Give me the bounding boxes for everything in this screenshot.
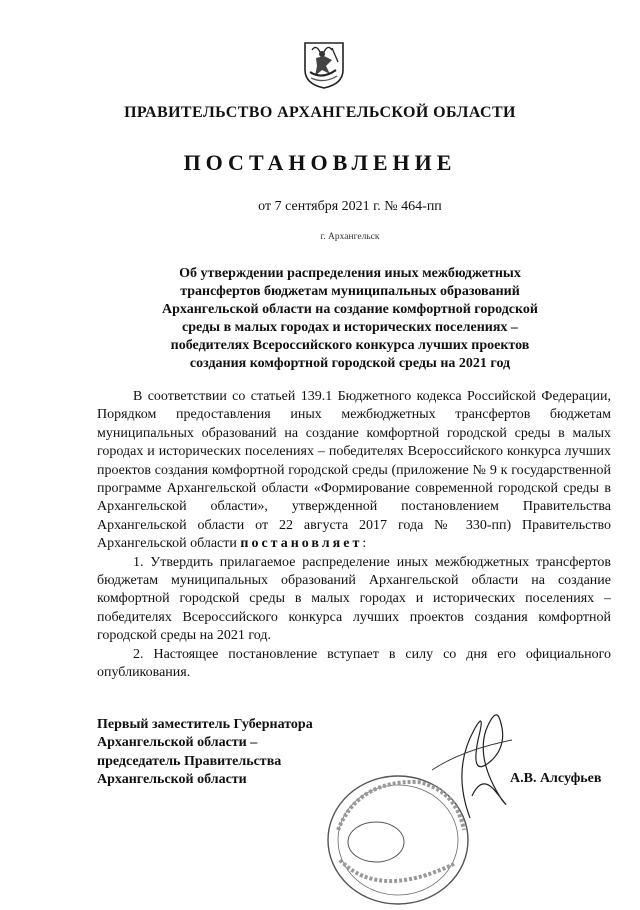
title-line: среды в малых городах и исторических поселениях – bbox=[182, 320, 518, 335]
position-line: Архангельской области – bbox=[97, 735, 258, 751]
preamble-text: В соответствии со статьей 139.1 Бюджетного кодекса Российской Федерации, Порядком предоставления иных межбюджетных трансфертов бюджетам муниципальных образований на создание комфортной городской среды в малых городах и исторических поселениях – победителях Всероссийского конкурса лучших проектов создания комфортной городской среды (приложение № 9 к государственной программе Архангельской области «Формирование современной городской среды в Архангельской области», утвержденной постановлением Правительства Архангельской области от 22 августа 2017 года № 330-пп) Правительство Архангельской области bbox=[97, 389, 611, 552]
title-line: создания комфортной городской среды на 2021 год bbox=[189, 356, 511, 371]
decree-colon: : bbox=[362, 536, 367, 552]
decree-word: постановляет bbox=[240, 536, 363, 552]
position-line: председатель Правительства bbox=[97, 753, 282, 769]
position-line: Первый заместитель Губернатора bbox=[97, 717, 313, 732]
title-line: победителях Всероссийского конкурса лучших проектов bbox=[170, 338, 530, 353]
document-body bbox=[97, 388, 611, 683]
decree-item-1: 1. Утвердить прилагаемое распределение иных межбюджетных трансфертов бюджетам муниципальных образований Архангельской области на создание комфортной городской среды в малых городах и исторических поселениях – победителях Всероссийского конкурса лучших проектов создания комфортной городской среды на 2021 год. bbox=[97, 554, 611, 644]
title-line: трансфертов бюджетам муниципальных образований bbox=[180, 284, 520, 299]
document-type-heading: ПОСТАНОВЛЕНИЕ bbox=[183, 150, 457, 175]
coat-of-arms-emblem bbox=[302, 40, 346, 90]
title-line: Об утверждении распределения иных межбюджетных bbox=[179, 266, 521, 281]
document-title bbox=[110, 265, 590, 373]
arkhangelsk-coat-of-arms-icon bbox=[302, 40, 346, 90]
signer-name: А.В. Алсуфьев bbox=[510, 771, 602, 786]
title-line: Архангельской области на создание комфортной городской bbox=[162, 302, 538, 317]
decree-item-2: 2. Настоящее постановление вступает в силу со дня его официального опубликования. bbox=[97, 646, 611, 681]
government-name: ПРАВИТЕЛЬСТВО АРХАНГЕЛЬСКОЙ ОБЛАСТИ bbox=[124, 104, 516, 121]
position-line: Архангельской области bbox=[97, 772, 247, 788]
preamble-paragraph bbox=[97, 388, 611, 554]
official-stamp bbox=[318, 760, 478, 905]
document-date-number: от 7 сентября 2021 г. № 464-пп bbox=[258, 199, 442, 214]
signatory-position bbox=[97, 716, 313, 790]
document-city: г. Архангельск bbox=[320, 232, 380, 242]
